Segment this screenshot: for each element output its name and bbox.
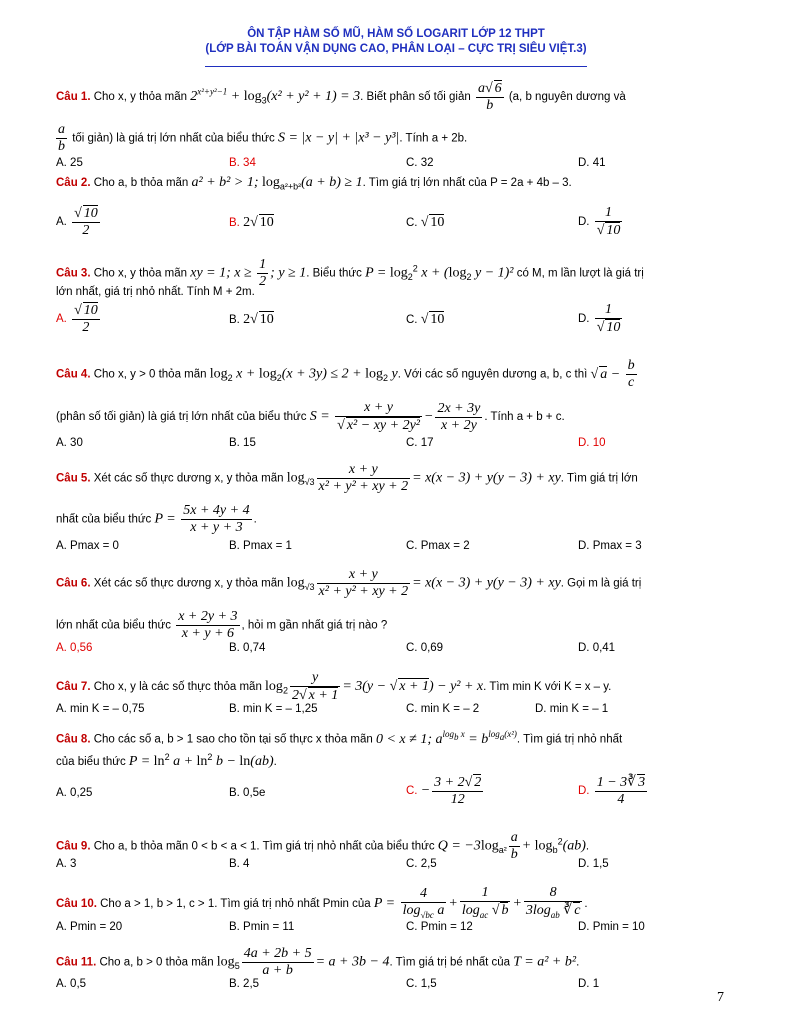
option-c[interactable]: C. √ 10 [406, 215, 445, 230]
question-6-cont: lớn nhất của biểu thức $\frac{x + 2y + 3}{x + y + 6}$ , hỏi m gần nhất giá trị nào ? [56, 609, 388, 641]
option-b[interactable]: B. 4 [229, 858, 250, 870]
option-d[interactable]: D. $\frac{1 - 3∛ 3}{4}$ [578, 775, 646, 807]
option-a[interactable]: A. Pmax = 0 [56, 540, 119, 552]
option-b[interactable]: B. 2,5 [229, 978, 260, 990]
question-1: Câu 1. Cho x, y thỏa mãn $2^{x^2+y^2-1} + \log_3(x^2 + y^2 + 1) = 3$. Biết phân số tối giản $\frac{a√ 6}{b}$ (a, b nguyên dương và [56, 81, 626, 113]
option-d[interactable]: D. 1 [578, 978, 600, 990]
question-3: Câu 3. Cho x, y thỏa mãn xy = 1; x ≥ $\frac{1}{2}$ ; y ≥ 1. Biểu thức $P = \log_2^2 x + (\log_2$ y − 1)² có M, m lần lượt là giá trị [56, 257, 644, 289]
option-d[interactable]: D. min K = – 1 [535, 703, 609, 715]
title-divider [205, 66, 587, 67]
option-b[interactable]: B. 2√ 10 [229, 215, 274, 230]
question-8: Câu 8. Cho các số a, b > 1 sao cho tồn tại số thực x thỏa mãn 0 < x ≠ 1; $a^{log_b x} = b^{log_a(x^2)}$. Tìm giá trị nhỏ nhất [56, 729, 623, 747]
option-c[interactable]: C. − $\frac{3 + 2√ 2}{12}$ [406, 775, 482, 807]
option-c[interactable]: C. Pmin = 12 [406, 921, 473, 933]
option-d[interactable]: D. 10 [578, 437, 606, 449]
doc-subtitle: (LỚP BÀI TOÁN VẬN DỤNG CAO, PHÂN LOẠI – CỰC TRỊ SIÊU VIỆT.3) [205, 43, 587, 55]
option-a[interactable]: A. 0,5 [56, 978, 87, 990]
option-b[interactable]: B. 15 [229, 437, 256, 449]
question-2: Câu 2. Cho a, b thỏa mãn a² + b² > 1; $\log_{a^2+b^2}(a + b) \ge 1$. Tìm giá trị lớn nhất của P = 2a + 4b – 3. [56, 175, 572, 192]
question-3-cont: lớn nhất, giá trị nhỏ nhất. Tính M + 2m. [56, 286, 255, 298]
option-c[interactable]: C. min K = – 2 [406, 703, 480, 715]
option-d[interactable]: D. 0,41 [578, 642, 616, 654]
question-5: Câu 5. Xét các số thực dương x, y thỏa mãn $\log_{√3}$ $\frac{x + y}{\text{x² + y² + xy + 2}}$ = x(x − 3) + y(y − 3) + xy. Tìm giá trị lớn [56, 462, 638, 494]
question-4: Câu 4. Cho x, y > 0 thỏa mãn $\log_2 x + \log_2(x + 3y) \le 2 + \log_2 y$. Với các số nguyên dương a, b, c thì √ a − $\frac{b}{c}$ [56, 358, 635, 390]
question-9: Câu 9. Cho a, b thỏa mãn 0 < b < a < 1. Tìm giá trị nhỏ nhất của biểu thức $Q = -3\log_{a^2}$ $\frac{a}{b}$ + $\log_b^2(ab)$. [56, 830, 590, 862]
option-d[interactable]: D. 41 [578, 157, 606, 169]
question-6: Câu 6. Xét các số thực dương x, y thỏa mãn $\log_{√3}$ $\frac{x + y}{\text{x² + y² + xy + 2}}$ = x(x − 3) + y(y − 3) + xy. Gọi m là giá trị [56, 567, 642, 599]
option-c[interactable]: C. 2,5 [406, 858, 437, 870]
option-a[interactable]: A. 3 [56, 858, 77, 870]
option-a[interactable]: A. 0,25 [56, 787, 93, 799]
option-a[interactable]: A. $\frac{√ 10}{2}$ [56, 303, 98, 335]
option-d[interactable]: D. $\frac{1}{√ 10}$ [578, 302, 621, 335]
option-b[interactable]: B. Pmax = 1 [229, 540, 292, 552]
option-b[interactable]: B. 0,5e [229, 787, 266, 799]
option-d[interactable]: D. Pmin = 10 [578, 921, 645, 933]
question-5-cont: nhất của biểu thức P = $\frac{5x + 4y + 4}{x + y + 3}$ . [56, 503, 257, 535]
option-a[interactable]: A. min K = – 0,75 [56, 703, 145, 715]
doc-title: ÔN TẬP HÀM SỐ MŨ, HÀM SỐ LOGARIT LỚP 12 THPT [247, 28, 545, 40]
option-a[interactable]: A. Pmin = 20 [56, 921, 123, 933]
option-a[interactable]: A. 25 [56, 157, 83, 169]
page-number: 7 [717, 990, 724, 1005]
option-c[interactable]: C. 17 [406, 437, 434, 449]
option-c[interactable]: C. 0,69 [406, 642, 444, 654]
option-b[interactable]: B. 2√ 10 [229, 312, 274, 327]
option-a[interactable]: A. $\frac{√ 10}{2}$ [56, 206, 98, 238]
option-a[interactable]: A. 30 [56, 437, 83, 449]
option-c[interactable]: C. 32 [406, 157, 434, 169]
option-c[interactable]: C. √ 10 [406, 312, 445, 327]
option-b[interactable]: B. 34 [229, 157, 256, 169]
option-b[interactable]: B. min K = – 1,25 [229, 703, 318, 715]
question-7: Câu 7. Cho x, y là các số thực thỏa mãn $\log_2$ $\frac{y}{2√ x + 1}$ = 3(y − √ x + 1) − y² + x. Tìm min K với K = x – y. [56, 670, 612, 703]
option-c[interactable]: C. 1,5 [406, 978, 437, 990]
option-d[interactable]: D. $\frac{1}{√ 10}$ [578, 205, 621, 238]
option-b[interactable]: B. Pmin = 11 [229, 921, 295, 933]
question-10: Câu 10. Cho a > 1, b > 1, c > 1. Tìm giá trị nhỏ nhất Pmin của P = $\frac{4}{\log_{√bc} a}$ + $\frac{1}{\log_{ac} √ b}$ + $\frac{8}{3\log_{ab} ∛ c}$ . [56, 885, 731, 923]
option-b[interactable]: B. 0,74 [229, 642, 266, 654]
option-a[interactable]: A. 0,56 [56, 642, 93, 654]
question-4-cont: (phân số tối giản) là giá trị lớn nhất của biểu thức S = $\frac{x + y}{\text{√ x² − xy + 2y²}}$ − $\frac{2x + 3y}{x + 2y}$ . Tính a + b + c. [56, 400, 565, 433]
question-8-cont: của biểu thức $P = \ln^2 a + \ln^2 b - \ln(ab)$. [56, 752, 277, 769]
question-1-cont: $\frac{a}{b}$ tối giản) là giá trị lớn nhất của biểu thức S = |x − y| + |x³ − y³|. Tính a + 2b. [58, 122, 468, 154]
question-11: Câu 11. Cho a, b > 0 thỏa mãn $\log_5$ $\frac{4a + 2b + 5}{a + b}$ = a + 3b − 4. Tìm giá trị bé nhất của T = a² + b². [56, 946, 580, 978]
option-c[interactable]: C. Pmax = 2 [406, 540, 470, 552]
option-d[interactable]: D. Pmax = 3 [578, 540, 642, 552]
option-d[interactable]: D. 1,5 [578, 858, 609, 870]
